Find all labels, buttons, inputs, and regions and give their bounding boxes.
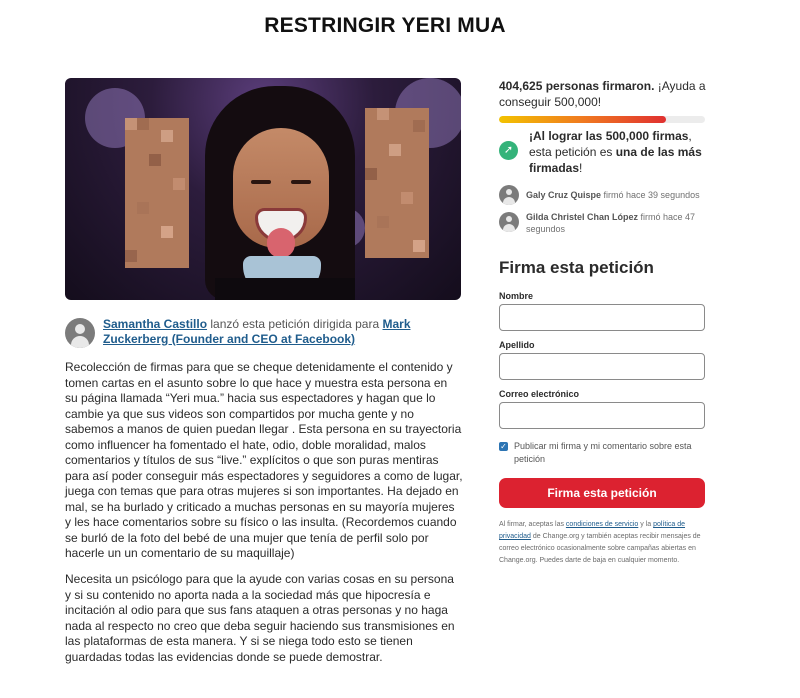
publish-checkbox-label[interactable]: Publicar mi firma y mi comentario sobre esta petición — [514, 441, 692, 464]
recent-signer-time: firmó hace 47 segundos — [526, 212, 696, 234]
email-label: Correo electrónico — [499, 389, 580, 399]
author-avatar — [65, 318, 95, 348]
privacy-link[interactable]: política de privacidad — [499, 521, 686, 540]
publish-checkbox[interactable]: ✓ — [500, 442, 507, 451]
legal-disclaimer — [499, 519, 707, 567]
signed-count-text: 404,625 personas firmaron. — [499, 79, 655, 93]
pixelated-hand-left — [125, 118, 189, 268]
last-name-input[interactable] — [499, 353, 705, 380]
legal-middle: y la — [638, 521, 654, 528]
clothing-shape — [215, 278, 355, 300]
first-name-input[interactable] — [499, 304, 705, 331]
progress-fill — [499, 116, 666, 123]
sign-petition-button[interactable]: Firma esta petición — [499, 478, 705, 508]
page-title: RESTRINGIR YERI MUA — [264, 14, 506, 37]
target-link[interactable]: Mark Zuckerberg (Founder and CEO at Facebook) — [103, 317, 411, 346]
terms-link[interactable]: condiciones de servicio — [565, 521, 639, 528]
legal-prefix: Al firmar, aceptas las — [499, 521, 566, 528]
trending-up-icon: ➚ — [499, 141, 518, 160]
recent-signer-avatar — [499, 185, 519, 205]
eye-shape — [291, 180, 311, 184]
last-name-label: Apellido — [499, 340, 535, 350]
petition-paragraph-1: Recolección de firmas para que se cheque detenidamente el contenido y tomen cartas en el asunto sobre lo que hace y muestra esta persona en su página llamada “Yeri mua.” hacia sus espectadores y hagan que lo cambie ya que sus videos son compartidos por mucha gente y no sabemos a manos de quien puedan llegar . Esta persona en su trayectoria como influencer ha fomentado el hate, odio, doble moralidad, malos comentarios y títulos de sus “live.” explícitos o que son puras mentiras para así poder conseguir más espectadores y seguidores a como de lugar, juega con temas que para otras mujeres si son importantes. Ha dejado en mal, se ha burlado y criticado a muchas personas en su mayoría mujeres y les hace comentarios sobre su físico o las insulta. (Recordemos cuando se burló de la foto del bebé de una mujer que tenía de perfil solo por hacerle un un comentario de su maquillaje) — [65, 360, 463, 560]
milestone-bold-1: ¡Al lograr las 500,000 firmas — [529, 129, 689, 143]
first-name-label: Nombre — [499, 291, 534, 301]
recent-signer-time: firmó hace 39 segundos — [601, 190, 700, 200]
signature-progress-bar — [499, 116, 705, 123]
sign-form-title: Firma esta petición — [499, 258, 654, 277]
pixelated-hand-right — [365, 108, 429, 258]
eye-shape — [251, 180, 271, 184]
legal-suffix: de Change.org y también aceptas recibir mensajes de correo electrónico ocasionalmente sobre campañas abiertas en Change.org. Puedes darte de baja en cualquier momento. — [499, 533, 701, 564]
recent-signer-name: Gilda Christel Chan López — [526, 212, 639, 222]
signature-goal-text: ¡Ayuda a conseguir 500,000! — [499, 79, 706, 109]
milestone-text-1: , esta petición es — [529, 129, 692, 159]
recent-signer — [526, 211, 710, 235]
milestone-bold-2: una de las más firmadas — [529, 145, 702, 175]
recent-signer-name: Galy Cruz Quispe — [526, 190, 602, 200]
petition-paragraph-2: Necesita un psicólogo para que la ayude con varias cosas en su persona y si su contenido no aporta nada a la sociedad más que hipocresía e incitación al odio para que sus fans ataquen a otras personas y no haga nada al respecto no creo que deba seguir haciendo sus transmisiones en las plataformas de esta manera. Y si se niega todo esto se tienen guardadas todas las evidencias donde se puede demostrar. — [65, 572, 455, 664]
author-line — [103, 317, 443, 347]
tongue-shape — [267, 228, 295, 258]
author-action-text: lanzó esta petición dirigida para — [207, 317, 383, 331]
author-link[interactable]: Samantha Castillo — [103, 317, 208, 331]
recent-signer — [526, 189, 710, 201]
milestone-message — [529, 128, 709, 176]
recent-signer-avatar — [499, 212, 519, 232]
petition-image — [65, 78, 461, 300]
email-input[interactable] — [499, 402, 705, 429]
signature-count — [499, 78, 709, 110]
milestone-text-2: ! — [579, 161, 583, 175]
